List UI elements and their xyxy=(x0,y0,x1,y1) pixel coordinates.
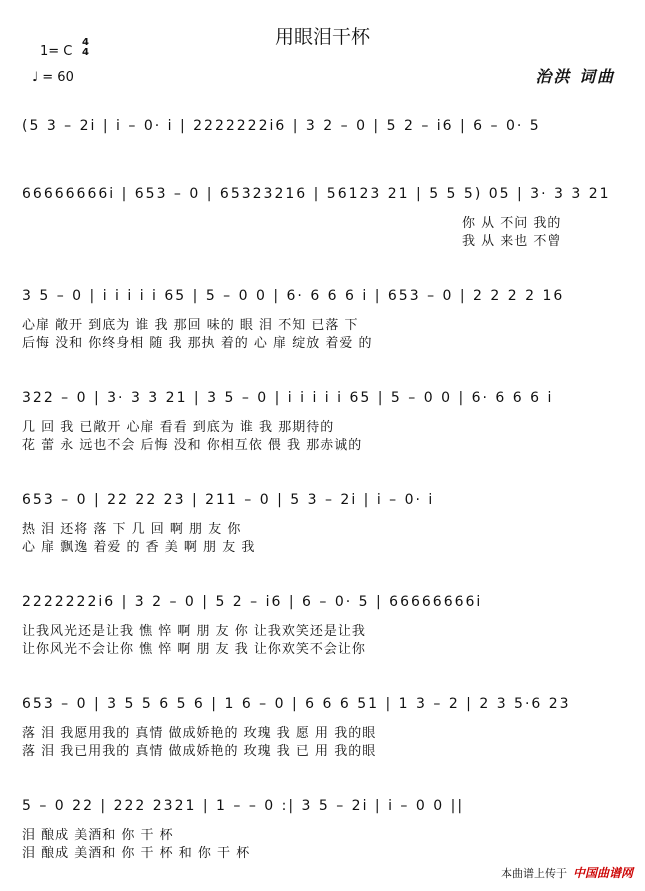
lyric-verse-2: 我 从 来也 不曾 xyxy=(462,234,562,249)
note-line: 66666666i | 653 – 0 | 65323216 | 56123 21 | 5 5 5) 05 | 3· 3 3 21 xyxy=(22,186,611,202)
lyric-verse-1: 你 从 不问 我的 xyxy=(462,216,562,231)
note-line: 5 – 0 22 | 222 2321 | 1 – – 0 :| 3 5 – 2i | i – 0 0 || xyxy=(22,798,465,814)
footer-credit xyxy=(501,864,633,881)
time-signature xyxy=(82,38,89,58)
lyric-verse-2: 落 泪 我已用我的 真情 做成娇艳的 玫瑰 我 已 用 我的眼 xyxy=(22,744,377,759)
author-credit: 治洪 词曲 xyxy=(535,67,615,86)
time-top: 4 xyxy=(82,37,89,48)
site-logo: 中国曲谱网 xyxy=(572,866,633,880)
footer-text: 本曲谱上传于 xyxy=(500,867,567,880)
note-line: 2222222i6 | 3 2 – 0 | 5 2 – i6 | 6 – 0· 5 | 66666666i xyxy=(22,594,483,610)
key-signature: 1= C xyxy=(40,44,73,59)
note-line: 653 – 0 | 22 22 23 | 211 – 0 | 5 3 – 2i | i – 0· i xyxy=(22,492,435,508)
lyric-verse-2: 心 扉 飘逸 着爱 的 香 美 啊 朋 友 我 xyxy=(22,540,256,555)
lyric-verse-1: 让我风光还是让我 憔 悴 啊 朋 友 你 让我欢笑还是让我 xyxy=(22,624,366,639)
note-line: 3 5 – 0 | i i i i i 65 | 5 – 0 0 | 6· 6 6 6 i | 653 – 0 | 2 2 2 2 16 xyxy=(22,288,565,304)
note-line: 322 – 0 | 3· 3 3 21 | 3 5 – 0 | i i i i i 65 | 5 – 0 0 | 6· 6 6 6 i xyxy=(22,390,554,406)
lyric-verse-2: 泪 酿成 美酒和 你 干 杯 和 你 干 杯 xyxy=(22,846,251,861)
lyric-verse-1: 落 泪 我愿用我的 真情 做成娇艳的 玫瑰 我 愿 用 我的眼 xyxy=(22,726,377,741)
lyric-verse-2: 花 蕾 永 远也不会 后悔 没和 你相互依 偎 我 那赤诚的 xyxy=(22,438,363,453)
tempo-mark xyxy=(32,70,74,85)
lyric-verse-1: 几 回 我 已敞开 心扉 看看 到底为 谁 我 那期待的 xyxy=(22,420,335,435)
lyric-verse-1: 热 泪 还将 落 下 几 回 啊 朋 友 你 xyxy=(22,522,242,537)
quarter-note-icon: ♩ xyxy=(32,70,39,85)
lyric-verse-2: 让你风光不会让你 憔 悴 啊 朋 友 我 让你欢笑不会让你 xyxy=(22,642,366,657)
note-line: (5 3 – 2i | i – 0· i | 2222222i6 | 3 2 – 0 | 5 2 – i6 | 6 – 0· 5 xyxy=(22,118,541,134)
song-title: 用眼泪干杯 xyxy=(274,26,370,48)
note-line: 653 – 0 | 3 5 5 6 5 6 | 1 6 – 0 | 6 6 6 51 | 1 3 – 2 | 2 3 5·6 23 xyxy=(22,696,571,712)
time-bottom: 4 xyxy=(82,47,89,58)
lyric-verse-1: 心扉 敞开 到底为 谁 我 那回 味的 眼 泪 不知 已落 下 xyxy=(22,318,359,333)
lyric-verse-2: 后悔 没和 你终身相 随 我 那执 着的 心 扉 绽放 着爱 的 xyxy=(22,336,373,351)
tempo-value: = 60 xyxy=(42,70,74,85)
lyric-verse-1: 泪 酿成 美酒和 你 干 杯 xyxy=(22,828,174,843)
